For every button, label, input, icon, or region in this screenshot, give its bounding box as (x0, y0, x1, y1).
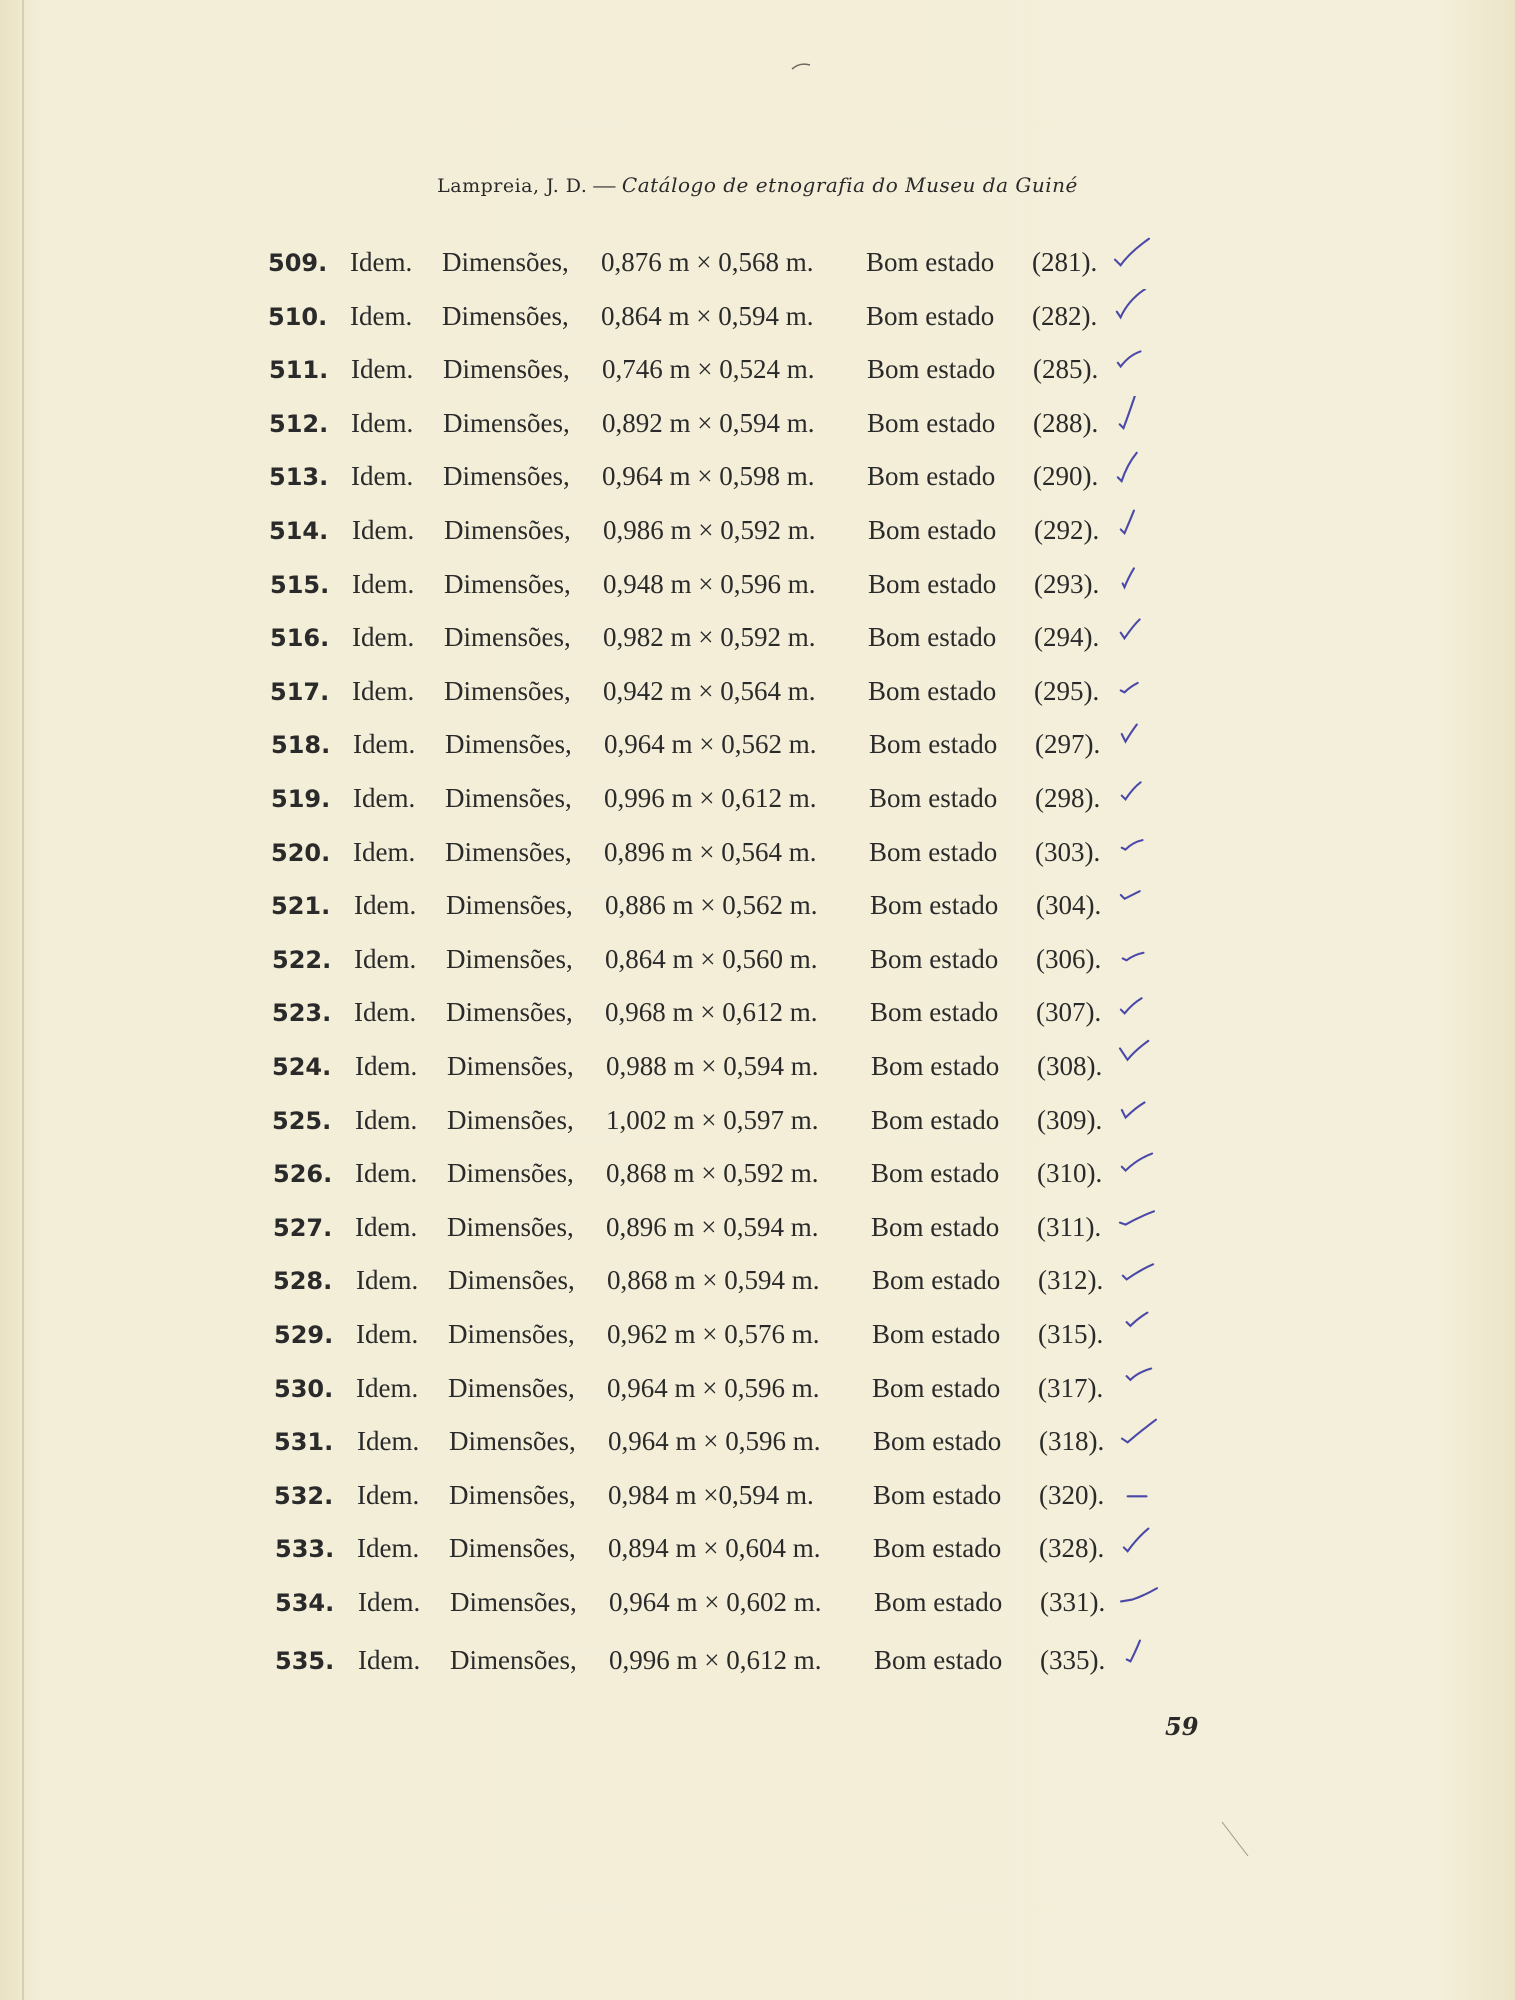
entry-number: 523. (272, 999, 332, 1027)
header-separator: — (593, 172, 616, 197)
catalog-entry (0, 354, 1515, 394)
entry-dimensions-label: Dimensões, (447, 1158, 574, 1188)
entry-dimensions-label: Dimensões, (446, 890, 573, 920)
entry-number: 525. (272, 1107, 332, 1135)
entry-condition: Bom estado (871, 1158, 1000, 1188)
handwritten-check-icon (1110, 235, 1152, 269)
entry-condition: Bom estado (868, 569, 997, 599)
entry-dimensions: 0,948 m × 0,596 m. (603, 569, 816, 599)
entry-dimensions: 1,002 m × 0,597 m. (606, 1105, 819, 1135)
entry-dimensions-label: Dimensões, (446, 997, 573, 1027)
catalog-entry (0, 944, 1515, 984)
entry-condition: Bom estado (871, 1105, 1000, 1135)
entry-dimensions-label: Dimensões, (449, 1533, 576, 1563)
catalog-entry (0, 837, 1515, 877)
handwritten-check-icon (1115, 1200, 1157, 1234)
entry-dimensions: 0,964 m × 0,596 m. (608, 1426, 821, 1456)
entry-reference: (292). (1034, 515, 1100, 545)
entry-dimensions: 0,996 m × 0,612 m. (609, 1645, 822, 1675)
handwritten-check-icon (1110, 289, 1152, 323)
entry-number: 522. (272, 946, 332, 974)
entry-dimensions: 0,864 m × 0,560 m. (605, 944, 818, 974)
catalog-entry (0, 515, 1515, 555)
entry-condition: Bom estado (873, 1533, 1002, 1563)
catalog-entry (0, 676, 1515, 716)
catalog-entry (0, 890, 1515, 930)
handwritten-check-icon (1114, 985, 1156, 1019)
handwritten-check-icon (1118, 1575, 1160, 1609)
entry-reference: (288). (1033, 408, 1099, 438)
entry-dimensions: 0,984 m ×0,594 m. (608, 1480, 814, 1510)
entry-reference: (331). (1040, 1587, 1106, 1617)
entry-dimensions-label: Dimensões, (445, 729, 572, 759)
handwritten-check-icon (1112, 664, 1154, 698)
entry-reference: (315). (1038, 1319, 1104, 1349)
handwritten-check-icon (1113, 771, 1155, 805)
entry-dimensions-label: Dimensões, (442, 247, 569, 277)
entry-dimensions-label: Dimensões, (444, 676, 571, 706)
entry-reference: (312). (1038, 1265, 1104, 1295)
entry-condition: Bom estado (869, 783, 998, 813)
entry-dimensions: 0,868 m × 0,592 m. (606, 1158, 819, 1188)
entry-dimensions: 0,942 m × 0,564 m. (603, 676, 816, 706)
entry-reference: (298). (1035, 783, 1101, 813)
entry-idem: Idem. (355, 1158, 418, 1188)
handwritten-check-icon (1116, 1361, 1158, 1395)
entry-idem: Idem. (356, 1319, 419, 1349)
entry-condition: Bom estado (873, 1480, 1002, 1510)
entry-dimensions: 0,996 m × 0,612 m. (604, 783, 817, 813)
entry-idem: Idem. (354, 944, 417, 974)
entry-reference: (294). (1034, 622, 1100, 652)
entry-number: 524. (272, 1053, 332, 1081)
entry-idem: Idem. (352, 676, 415, 706)
entry-idem: Idem. (357, 1426, 420, 1456)
handwritten-check-icon (1115, 1093, 1157, 1127)
entry-reference: (320). (1039, 1480, 1105, 1510)
entry-number: 515. (270, 571, 330, 599)
entry-dimensions: 0,968 m × 0,612 m. (605, 997, 818, 1027)
entry-dimensions-label: Dimensões, (445, 783, 572, 813)
entry-dimensions: 0,746 m × 0,524 m. (602, 354, 815, 384)
entry-number: 516. (270, 624, 330, 652)
entry-dimensions-label: Dimensões, (443, 461, 570, 491)
entry-number: 529. (274, 1321, 334, 1349)
entry-number: 514. (269, 517, 329, 545)
entry-condition: Bom estado (874, 1645, 1003, 1675)
entry-idem: Idem. (352, 515, 415, 545)
entry-idem: Idem. (358, 1587, 421, 1617)
entry-dimensions-label: Dimensões, (443, 408, 570, 438)
entry-dimensions: 0,982 m × 0,592 m. (603, 622, 816, 652)
entry-dimensions-label: Dimensões, (448, 1373, 575, 1403)
entry-dimensions-label: Dimensões, (442, 301, 569, 331)
entry-reference: (309). (1037, 1105, 1103, 1135)
entry-dimensions: 0,896 m × 0,594 m. (606, 1212, 819, 1242)
entry-number: 528. (273, 1267, 333, 1295)
entry-idem: Idem. (357, 1533, 420, 1563)
entry-reference: (304). (1036, 890, 1102, 920)
entry-number: 517. (270, 678, 330, 706)
entry-dimensions: 0,894 m × 0,604 m. (608, 1533, 821, 1563)
entry-dimensions: 0,964 m × 0,596 m. (607, 1373, 820, 1403)
catalog-entry (0, 729, 1515, 769)
entry-idem: Idem. (351, 408, 414, 438)
entry-dimensions: 0,864 m × 0,594 m. (601, 301, 814, 331)
entry-dimensions: 0,868 m × 0,594 m. (607, 1265, 820, 1295)
entry-condition: Bom estado (871, 1212, 1000, 1242)
entry-number: 520. (271, 839, 331, 867)
entry-idem: Idem. (356, 1265, 419, 1295)
entry-condition: Bom estado (873, 1426, 1002, 1456)
catalog-entry (0, 1105, 1515, 1145)
entry-reference: (293). (1034, 569, 1100, 599)
catalog-entry (0, 1319, 1515, 1359)
entry-number: 521. (271, 892, 331, 920)
entry-reference: (297). (1035, 729, 1101, 759)
entry-idem: Idem. (354, 997, 417, 1027)
handwritten-check-icon (1116, 1253, 1158, 1287)
entry-dimensions-label: Dimensões, (448, 1319, 575, 1349)
entry-condition: Bom estado (867, 408, 996, 438)
entry-number: 512. (269, 410, 329, 438)
entry-idem: Idem. (351, 354, 414, 384)
entry-number: 519. (271, 785, 331, 813)
entry-condition: Bom estado (870, 944, 999, 974)
handwritten-check-icon (1115, 1146, 1157, 1180)
handwritten-check-icon (1113, 717, 1155, 751)
entry-dimensions: 0,892 m × 0,594 m. (602, 408, 815, 438)
entry-condition: Bom estado (874, 1587, 1003, 1617)
catalog-entry (0, 1645, 1515, 1685)
handwritten-check-icon (1114, 878, 1156, 912)
entry-dimensions: 0,964 m × 0,562 m. (604, 729, 817, 759)
entry-idem: Idem. (355, 1105, 418, 1135)
entry-idem: Idem. (352, 622, 415, 652)
catalog-entry (0, 997, 1515, 1037)
entry-idem: Idem. (353, 783, 416, 813)
entry-condition: Bom estado (870, 890, 999, 920)
entry-number: 534. (275, 1589, 335, 1617)
entry-condition: Bom estado (868, 515, 997, 545)
catalog-entry (0, 622, 1515, 662)
entry-dimensions-label: Dimensões, (447, 1212, 574, 1242)
catalog-entry (0, 1480, 1515, 1520)
entry-reference: (282). (1032, 301, 1098, 331)
entry-condition: Bom estado (867, 354, 996, 384)
entry-dimensions: 0,986 m × 0,592 m. (603, 515, 816, 545)
entry-dimensions-label: Dimensões, (450, 1587, 577, 1617)
entry-condition: Bom estado (866, 301, 995, 331)
handwritten-check-icon (1111, 342, 1153, 376)
entry-reference: (310). (1037, 1158, 1103, 1188)
entry-dimensions-label: Dimensões, (444, 622, 571, 652)
entry-idem: Idem. (353, 837, 416, 867)
catalog-entry (0, 408, 1515, 448)
catalog-entry (0, 461, 1515, 501)
entry-reference: (318). (1039, 1426, 1105, 1456)
entry-dimensions-label: Dimensões, (444, 569, 571, 599)
entry-dimensions-label: Dimensões, (448, 1265, 575, 1295)
handwritten-check-icon (1112, 557, 1154, 591)
entry-dimensions-label: Dimensões, (447, 1105, 574, 1135)
entry-number: 530. (274, 1375, 334, 1403)
entry-number: 509. (268, 249, 328, 277)
entry-reference: (308). (1037, 1051, 1103, 1081)
catalog-entry (0, 247, 1515, 287)
entry-reference: (317). (1038, 1373, 1104, 1403)
catalog-entry (0, 1051, 1515, 1091)
entry-condition: Bom estado (872, 1373, 1001, 1403)
pencil-mark-icon (1220, 1820, 1250, 1860)
entry-idem: Idem. (353, 729, 416, 759)
catalog-entry (0, 1373, 1515, 1413)
entry-dimensions: 0,876 m × 0,568 m. (601, 247, 814, 277)
entry-dimensions-label: Dimensões, (445, 837, 572, 867)
handwritten-check-icon (1117, 1521, 1159, 1555)
entry-reference: (306). (1036, 944, 1102, 974)
entry-reference: (285). (1033, 354, 1099, 384)
catalog-entry (0, 1265, 1515, 1305)
entry-dimensions-label: Dimensões, (450, 1645, 577, 1675)
entry-idem: Idem. (351, 461, 414, 491)
entry-condition: Bom estado (871, 1051, 1000, 1081)
entry-number: 527. (273, 1214, 333, 1242)
entry-idem: Idem. (350, 301, 413, 331)
entry-dimensions: 0,886 m × 0,562 m. (605, 890, 818, 920)
entry-dimensions: 0,896 m × 0,564 m. (604, 837, 817, 867)
entry-number: 533. (275, 1535, 335, 1563)
entry-number: 518. (271, 731, 331, 759)
entry-reference: (328). (1039, 1533, 1105, 1563)
entry-dimensions: 0,964 m × 0,602 m. (609, 1587, 822, 1617)
handwritten-check-icon (1112, 610, 1154, 644)
handwritten-check-icon (1118, 1633, 1160, 1667)
entry-dimensions: 0,988 m × 0,594 m. (606, 1051, 819, 1081)
entry-idem: Idem. (354, 890, 417, 920)
entry-idem: Idem. (355, 1212, 418, 1242)
entry-dimensions-label: Dimensões, (449, 1426, 576, 1456)
entry-idem: Idem. (355, 1051, 418, 1081)
entry-idem: Idem. (357, 1480, 420, 1510)
entry-dimensions-label: Dimensões, (447, 1051, 574, 1081)
entry-idem: Idem. (356, 1373, 419, 1403)
entry-number: 531. (274, 1428, 334, 1456)
handwritten-check-icon (1117, 1414, 1159, 1448)
handwritten-check-icon (1117, 1468, 1159, 1502)
entry-dimensions: 0,962 m × 0,576 m. (607, 1319, 820, 1349)
entry-number: 513. (269, 463, 329, 491)
entry-reference: (290). (1033, 461, 1099, 491)
entry-condition: Bom estado (869, 729, 998, 759)
entry-idem: Idem. (352, 569, 415, 599)
catalog-entry (0, 783, 1515, 823)
entry-condition: Bom estado (872, 1319, 1001, 1349)
handwritten-check-icon (1111, 449, 1153, 483)
entry-number: 511. (269, 356, 329, 384)
entry-reference: (303). (1035, 837, 1101, 867)
entry-condition: Bom estado (872, 1265, 1001, 1295)
entry-condition: Bom estado (867, 461, 996, 491)
handwritten-check-icon (1111, 396, 1153, 430)
catalog-entry (0, 1587, 1515, 1627)
entry-number: 510. (268, 303, 328, 331)
catalog-entry (0, 1533, 1515, 1573)
entry-number: 532. (274, 1482, 334, 1510)
handwritten-check-icon (1114, 932, 1156, 966)
entry-reference: (307). (1036, 997, 1102, 1027)
entry-dimensions-label: Dimensões, (446, 944, 573, 974)
entry-condition: Bom estado (869, 837, 998, 867)
catalog-entry (0, 301, 1515, 341)
catalog-entry (0, 1212, 1515, 1252)
entry-reference: (295). (1034, 676, 1100, 706)
entry-number: 526. (273, 1160, 333, 1188)
page-number: 59 (1165, 1712, 1199, 1741)
entry-idem: Idem. (358, 1645, 421, 1675)
catalog-entry (0, 1158, 1515, 1198)
handwritten-check-icon (1113, 825, 1155, 859)
pencil-mark-icon (790, 60, 812, 72)
header-book-title: Catálogo de etnografia do Museu da Guiné (621, 173, 1078, 197)
entry-condition: Bom estado (870, 997, 999, 1027)
header-author: Lampreia, J. D. (437, 175, 588, 197)
entry-idem: Idem. (350, 247, 413, 277)
entry-reference: (335). (1040, 1645, 1106, 1675)
handwritten-check-icon (1116, 1307, 1158, 1341)
entry-number: 535. (275, 1647, 335, 1675)
entry-condition: Bom estado (868, 676, 997, 706)
entry-dimensions-label: Dimensões, (443, 354, 570, 384)
handwritten-check-icon (1115, 1039, 1157, 1073)
entry-reference: (281). (1032, 247, 1098, 277)
entry-dimensions: 0,964 m × 0,598 m. (602, 461, 815, 491)
entry-dimensions-label: Dimensões, (449, 1480, 576, 1510)
entry-condition: Bom estado (866, 247, 995, 277)
catalog-entry (0, 1426, 1515, 1466)
running-header (0, 172, 1515, 198)
entry-condition: Bom estado (868, 622, 997, 652)
catalog-entry (0, 569, 1515, 609)
handwritten-check-icon (1112, 503, 1154, 537)
entry-dimensions-label: Dimensões, (444, 515, 571, 545)
entry-reference: (311). (1037, 1212, 1102, 1242)
